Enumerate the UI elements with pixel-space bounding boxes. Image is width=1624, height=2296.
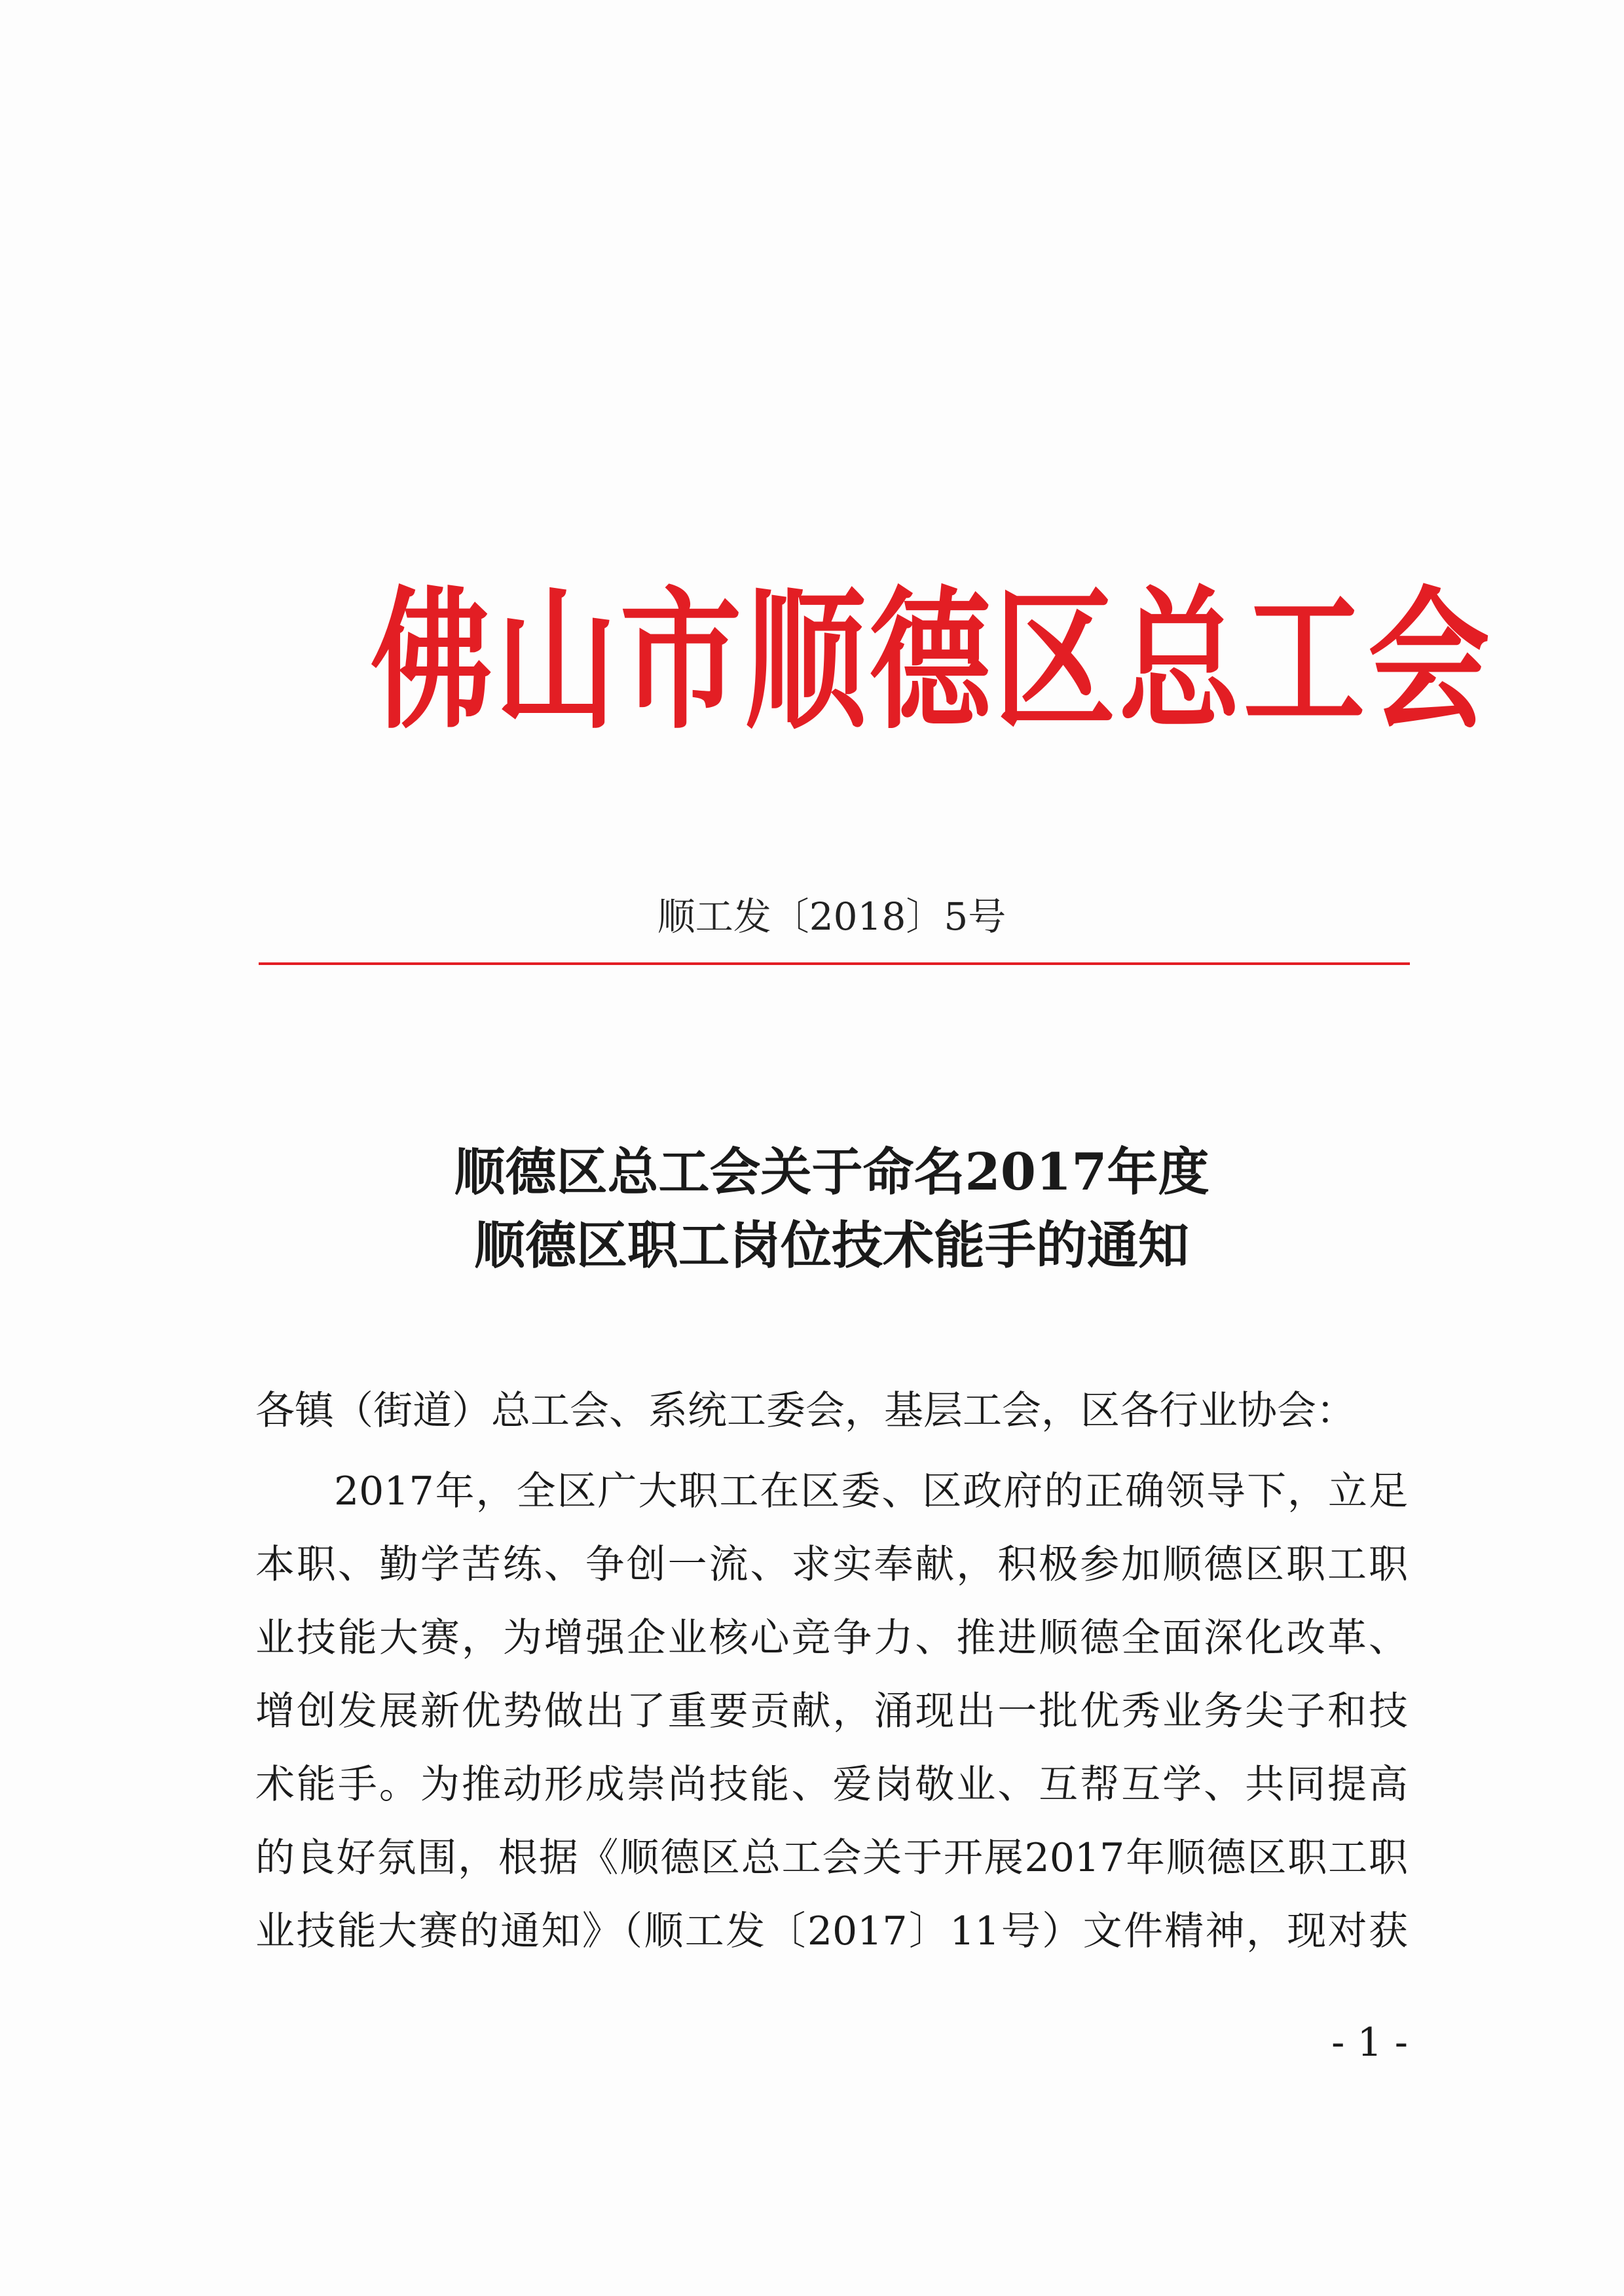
body-line: 增创发展新优势做出了重要贡献，涌现出一批优秀业务尖子和技 — [255, 1688, 1408, 1734]
body-line: 的良好氛围，根据《顺德区总工会关于开展2017年顺德区职工职 — [255, 1835, 1408, 1881]
body-text — [255, 1455, 1408, 1968]
body-line: 业技能大赛，为增强企业核心竞争力、推进顺德全面深化改革、 — [255, 1615, 1408, 1661]
body-line: 本职、勤学苦练、争创一流、求实奉献，积极参加顺德区职工职 — [255, 1542, 1408, 1588]
document-number: 顺工发〔2018〕5号 — [657, 894, 1006, 939]
issuer-heading: 佛山市顺德区总工会 — [371, 573, 1493, 750]
notice-title — [255, 1136, 1408, 1283]
red-divider-line — [259, 962, 1410, 965]
salutation: 各镇（街道）总工会、系统工委会，基层工会，区各行业协会： — [255, 1388, 1356, 1434]
body-line: 业技能大赛的通知》（顺工发〔2017〕11号）文件精神，现对获 — [255, 1908, 1408, 1954]
notice-title-line-2: 顺德区职工岗位技术能手的通知 — [473, 1216, 1189, 1275]
body-line: 2017年，全区广大职工在区委、区政府的正确领导下，立足 — [334, 1468, 1408, 1514]
page-number: - 1 - — [1331, 2020, 1408, 2066]
body-line: 术能手。为推动形成崇尚技能、爱岗敬业、互帮互学、共同提高 — [255, 1762, 1408, 1808]
notice-title-line-1: 顺德区总工会关于命名2017年度 — [454, 1142, 1209, 1202]
